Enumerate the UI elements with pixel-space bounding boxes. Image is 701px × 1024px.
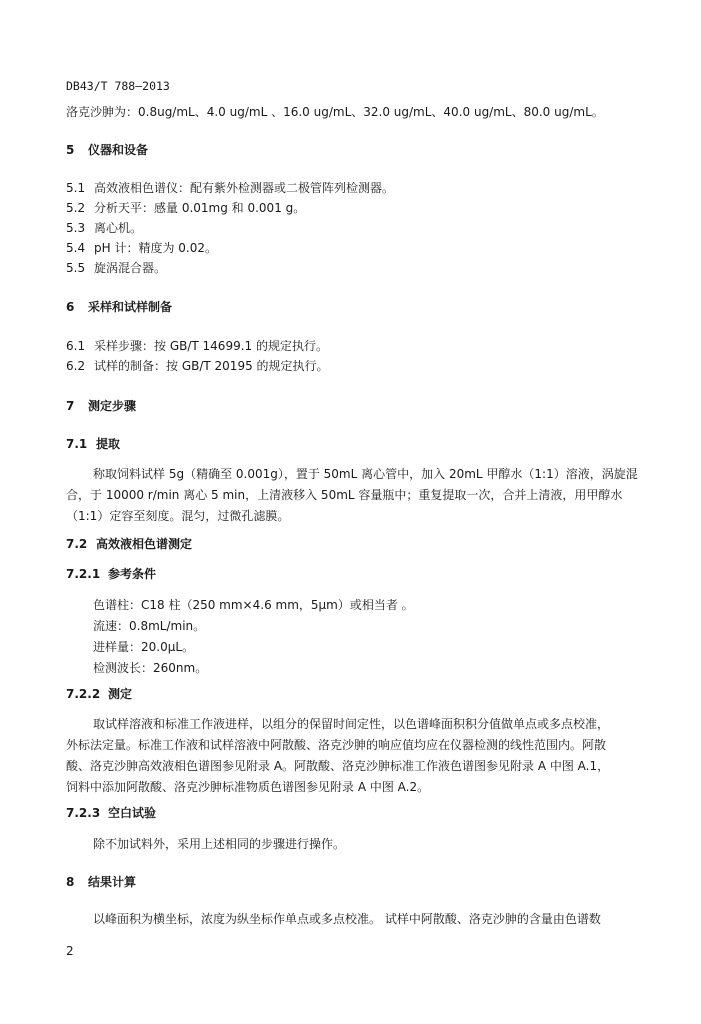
section-5-heading (66, 142, 148, 158)
item-6-2 (66, 358, 329, 374)
item-5-2 (66, 200, 305, 216)
section-7-2-1-heading (66, 566, 156, 582)
section-number: 7.1 (66, 437, 88, 451)
section-7-1-heading (66, 436, 120, 452)
condition-flow-rate: 流速：0.8mL/min。 (93, 619, 206, 633)
section-number: 5 (66, 143, 75, 157)
paragraph-line: 称取饲料试样 5g（精确至 0.001g），置于 50mL 离心管中，加入 20mL 甲醇水（1:1）溶液，涡旋混 (93, 467, 638, 481)
item-5-4 (66, 240, 217, 256)
item-number: 5.1 (66, 181, 86, 195)
section-7-2-2-heading (66, 686, 132, 702)
section-title: 高效液相色谱测定 (96, 537, 193, 551)
standard-concentrations-line: 洛克沙胂为：0.8ug/mL、4.0 ug/mL 、16.0 ug/mL、32.0 ug/mL、40.0 ug/mL、80.0 ug/mL。 (66, 105, 604, 119)
page-number: 2 (66, 944, 74, 958)
paragraph-line: 合，于 10000 r/min 离心 5 min，上清液移入 50mL 容量瓶中；重复提取一次，合并上清液，用甲醇水 (66, 488, 623, 502)
section-number: 7.2.3 (66, 806, 101, 820)
item-number: 5.3 (66, 221, 86, 235)
section-title: 仪器和设备 (88, 143, 149, 157)
section-title: 提取 (96, 437, 121, 451)
item-text: 旋涡混合器。 (94, 261, 167, 275)
item-text: 高效液相色谱仪：配有紫外检测器或二极管阵列检测器。 (94, 181, 395, 195)
item-number: 5.5 (66, 261, 86, 275)
standard-code-header: DB43/T 788—2013 (66, 79, 170, 93)
section-number: 8 (66, 875, 75, 889)
item-text: 离心机。 (94, 221, 143, 235)
section-title: 采样和试样制备 (88, 300, 173, 314)
condition-injection-volume: 进样量：20.0μL。 (93, 640, 195, 654)
item-number: 6.1 (66, 339, 86, 353)
condition-wavelength: 检测波长：260nm。 (93, 661, 208, 675)
item-text: 分析天平：感量 0.01mg 和 0.001 g。 (94, 201, 306, 215)
paragraph-line: 酸、洛克沙胂高效液相色谱图参见附录 A。阿散酸、洛克沙胂标准工作液色谱图参见附录 A 中图 A.1， (66, 759, 610, 773)
item-text: 试样的制备：按 GB/T 20195 的规定执行。 (94, 359, 329, 373)
item-number: 6.2 (66, 359, 86, 373)
item-5-1 (66, 180, 394, 196)
paragraph-line: 饲料中添加阿散酸、洛克沙胂标准物质色谱图参见附录 A 中图 A.2。 (66, 780, 430, 794)
section-8-heading (66, 874, 136, 890)
section-title: 测定步骤 (88, 399, 137, 413)
item-5-5 (66, 260, 166, 276)
section-number: 6 (66, 300, 75, 314)
item-text: 采样步骤：按 GB/T 14699.1 的规定执行。 (94, 339, 328, 353)
section-number: 7.2 (66, 537, 88, 551)
section-7-2-heading (66, 536, 192, 552)
paragraph-line: 以峰面积为横坐标，浓度为纵坐标作单点或多点校准。 试样中阿散酸、洛克沙胂的含量由色谱数 (93, 912, 601, 926)
section-title: 测定 (108, 687, 133, 701)
item-number: 5.4 (66, 241, 86, 255)
condition-column: 色谱柱：C18 柱（250 mm×4.6 mm，5μm）或相当者 。 (93, 598, 414, 612)
section-number: 7.2.1 (66, 567, 101, 581)
section-7-2-3-heading (66, 805, 156, 821)
section-7-heading (66, 398, 136, 414)
paragraph-line: （1:1）定容至刻度。混匀，过微孔滤膜。 (66, 509, 290, 523)
section-number: 7 (66, 399, 75, 413)
section-title: 结果计算 (88, 875, 137, 889)
section-title: 空白试验 (108, 806, 157, 820)
item-5-3 (66, 220, 142, 236)
item-text: pH 计：精度为 0.02。 (94, 241, 217, 255)
paragraph-line: 取试样溶液和标准工作液进样，以组分的保留时间定性，以色谱峰面积积分值做单点或多点校准， (93, 717, 610, 731)
item-number: 5.2 (66, 201, 86, 215)
section-title: 参考条件 (108, 567, 157, 581)
paragraph-line: 外标法定量。标准工作液和试样溶液中阿散酸、洛克沙胂的响应值均应在仪器检测的线性范围内。阿散 (66, 738, 607, 752)
paragraph-line: 除不加试料外，采用上述相同的步骤进行操作。 (93, 837, 346, 851)
item-6-1 (66, 338, 328, 354)
section-6-heading (66, 299, 172, 315)
section-number: 7.2.2 (66, 687, 101, 701)
